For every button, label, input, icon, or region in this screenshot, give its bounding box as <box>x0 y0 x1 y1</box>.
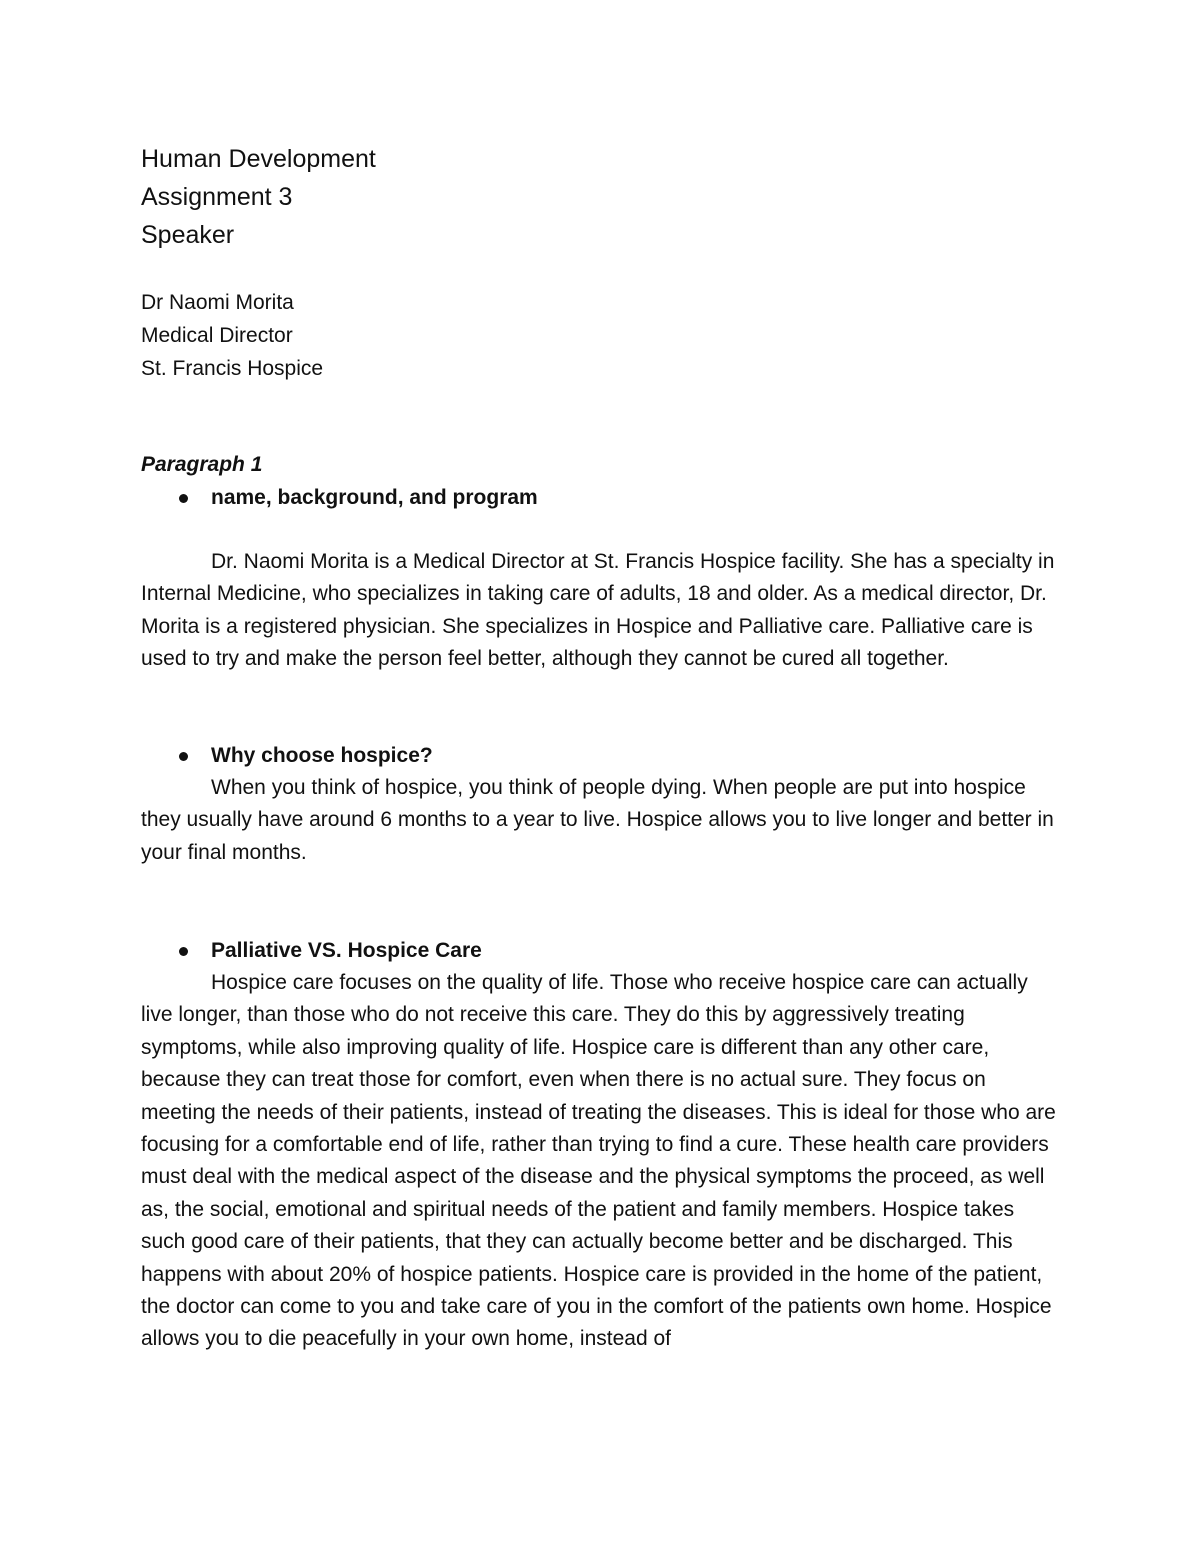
bullet-icon <box>179 494 188 503</box>
speaker-organization: St. Francis Hospice <box>141 357 324 380</box>
section-1-body-block <box>141 546 1061 676</box>
section-1 <box>141 481 1061 514</box>
section-3 <box>141 934 1061 1356</box>
bullet-icon <box>179 752 188 761</box>
speaker-role: Medical Director <box>141 324 293 347</box>
section-2-heading: Why choose hospice? <box>211 744 433 767</box>
speaker-info <box>141 286 1061 385</box>
paragraph-heading-block <box>141 448 1061 481</box>
section-3-heading: Palliative VS. Hospice Care <box>211 939 482 962</box>
section-3-bullet <box>141 934 1061 967</box>
assignment-title: Assignment 3 <box>141 183 293 211</box>
title-block <box>141 140 1061 254</box>
section-1-bullet <box>141 481 1061 514</box>
section-2-bullet <box>141 739 1061 772</box>
section-1-heading: name, background, and program <box>211 486 538 509</box>
section-3-body: Hospice care focuses on the quality of life. Those who receive hospice care can actually live longer, than those who do not receive this care. They do this by aggressively treating symptoms, while also improving quality of life. Hospice care is different than any other care, because they can treat those for comfort, even when there is no actual sure. They focus on meeting the needs of their patients, instead of treating the diseases. This is ideal for those who are focusing for a comfortable end of life, rather than trying to find a cure. These health care providers must deal with the medical aspect of the disease and the physical symptoms the proceed, as well as, the social, emotional and spiritual needs of the patient and family members. Hospice takes such good care of their patients, that they can actually become better and be discharged. This happens with about 20% of hospice patients. Hospice care is provided in the home of the patient, the doctor can come to you and take care of you in the comfort of the patients own home. Hospice allows you to die peacefully in your own home, instead of <box>141 971 1056 1351</box>
course-title: Human Development <box>141 145 376 173</box>
section-2 <box>141 739 1061 869</box>
bullet-icon <box>179 947 188 956</box>
speaker-name: Dr Naomi Morita <box>141 291 294 314</box>
section-2-body: When you think of hospice, you think of people dying. When people are put into hospice they usually have around 6 months to a year to live. Hospice allows you to live longer and better in your final months. <box>141 776 1054 864</box>
paragraph-heading: Paragraph 1 <box>141 453 263 476</box>
topic-title: Speaker <box>141 221 235 249</box>
section-1-body: Dr. Naomi Morita is a Medical Director at St. Francis Hospice facility. She has a specialty in Internal Medicine, who specializes in taking care of adults, 18 and older. As a medical director, Dr. Morita is a registered physician. She specializes in Hospice and Palliative care. Palliative care is used to try and make the person feel better, although they cannot be cured all together. <box>141 550 1055 671</box>
